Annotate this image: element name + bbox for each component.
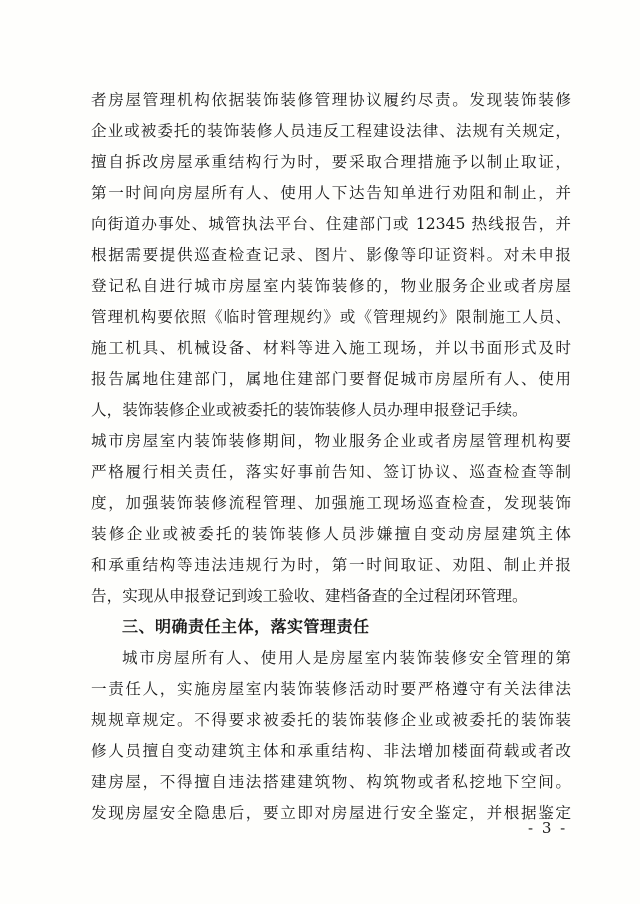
body-line-1: 者房屋管理机构依据装饰装修管理协议履约尽责。发现装饰装修 <box>91 91 571 109</box>
body-line-6: 根据需要提供巡查检查记录、图片、影像等印证资料。对未申报 <box>91 246 571 264</box>
body-line-16: 和承重结构等违法违规行为时，第一时间取证、劝阻、制止并报 <box>91 556 571 574</box>
section-line-6: 发现房屋安全隐患后，要立即对房屋进行安全鉴定，并根据鉴定 <box>91 804 571 822</box>
section-heading: 三、明确责任主体，落实管理责任 <box>122 617 370 636</box>
body-line-17: 告，实现从申报登记到竣工验收、建档备查的全过程闭环管理。 <box>91 587 528 605</box>
body-line-2: 企业或被委托的装饰装修人员违反工程建设法律、法规有关规定， <box>91 122 571 140</box>
section-line-3: 规规章规定。不得要求被委托的装饰装修企业或被委托的装饰装 <box>91 711 571 729</box>
body-line-10: 报告属地住建部门，属地住建部门要督促城市房屋所有人、使用 <box>91 370 571 388</box>
section-line-1: 城市房屋所有人、使用人是房屋室内装饰装修安全管理的第 <box>122 649 571 667</box>
body-line-5: 向街道办事处、城管执法平台、住建部门或 12345 热线报告，并 <box>91 215 571 233</box>
body-line-9: 施工机具、机械设备、材料等进入施工现场，并以书面形式及时 <box>91 339 571 357</box>
section-line-4: 修人员擅自变动建筑主体和承重结构、非法增加楼面荷载或者改 <box>91 742 571 760</box>
section-line-5: 建房屋，不得擅自违法搭建建筑物、构筑物或者私挖地下空间。 <box>91 773 571 791</box>
body-line-7: 登记私自进行城市房屋室内装饰装修的，物业服务企业或者房屋 <box>91 277 571 295</box>
section-line-2: 一责任人，实施房屋室内装饰装修活动时要严格遵守有关法律法 <box>91 680 571 698</box>
body-line-15: 装修企业或被委托的装饰装修人员涉嫌擅自变动房屋建筑主体 <box>91 525 571 543</box>
body-line-11: 人，装饰装修企业或被委托的装饰装修人员办理申报登记手续。 <box>91 401 528 419</box>
body-line-12: 城市房屋室内装饰装修期间，物业服务企业或者房屋管理机构要 <box>91 432 571 450</box>
body-line-13: 严格履行相关责任，落实好事前告知、签订协议、巡查检查等制 <box>91 463 571 481</box>
body-line-14: 度，加强装饰装修流程管理、加强施工现场巡查检查，发现装饰 <box>91 494 571 512</box>
page-number: - 3 - <box>528 819 568 837</box>
body-line-8: 管理机构要依照《临时管理规约》或《管理规约》限制施工人员、 <box>91 308 571 326</box>
body-line-3: 擅自拆改房屋承重结构行为时，要采取合理措施予以制止取证， <box>91 153 571 171</box>
body-line-4: 第一时间向房屋所有人、使用人下达告知单进行劝阻和制止，并 <box>91 184 571 202</box>
